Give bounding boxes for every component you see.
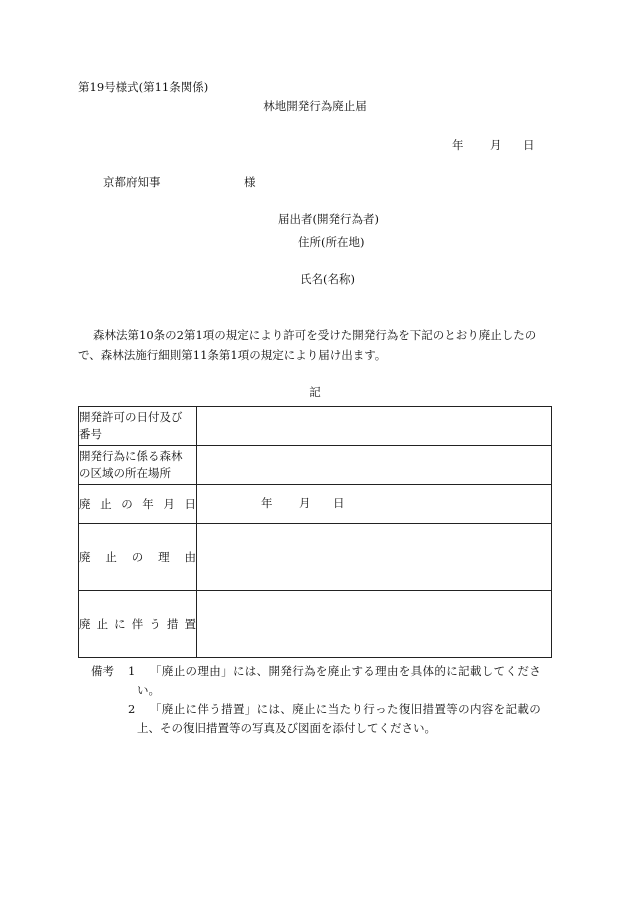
body-text-line-2: で、森林法施行細則第11条第1項の規定により届け出ます。: [78, 348, 387, 362]
label-line: の区域の所在場所: [79, 466, 171, 480]
note-text: 「廃止に伴う措置」には、廃止に当たり行った復旧措置等の内容を記載の: [150, 702, 542, 716]
label-line: 番号: [79, 427, 102, 441]
row-label-abolition-measures: [79, 591, 197, 658]
permit-date-number-field[interactable]: [197, 407, 552, 446]
form-number: 第19号様式(第11条関係): [78, 80, 209, 94]
note-number: 1: [128, 664, 136, 678]
abolition-measures-field[interactable]: [197, 591, 552, 658]
table-row: [79, 446, 552, 485]
name-label: 氏名(名称): [300, 272, 355, 286]
ki-heading: 記: [309, 385, 321, 399]
forest-location-field[interactable]: [197, 446, 552, 485]
label-line: 廃止に伴う措置: [79, 616, 196, 631]
table-row: [79, 591, 552, 658]
note-text: 「廃止の理由」には、開発行為を廃止する理由を具体的に記載してくださ: [150, 664, 542, 678]
note-text: 上、その復旧措置等の写真及び図面を添付してください。: [137, 721, 436, 735]
address-label: 住所(所在地): [298, 235, 365, 249]
label-line: 開発行為に係る森林: [79, 449, 183, 464]
row-label-forest-location: [79, 446, 197, 485]
row-label-permit-date-number: [79, 407, 197, 446]
row-label-abolition-reason: [79, 524, 197, 591]
table-row: [79, 485, 552, 524]
recipient-name: 京都府知事: [103, 175, 161, 189]
abolition-date-day: 日: [333, 496, 345, 510]
table-row: [79, 524, 552, 591]
note-text: い。: [137, 683, 160, 697]
label-line: 開発許可の日付及び: [79, 410, 183, 425]
abolition-reason-field[interactable]: [197, 524, 552, 591]
abolition-date-year: 年: [261, 496, 273, 510]
applicant-label: 届出者(開発行為者): [278, 212, 379, 226]
body-text-line-1: 森林法第10条の2第1項の規定により許可を受けた開発行為を下記のとおり廃止したの: [93, 328, 537, 342]
label-line: 廃 止 の 理 由: [79, 549, 196, 564]
note-number: 2: [128, 702, 136, 716]
submission-date-day: 日: [523, 138, 535, 152]
submission-date-year: 年: [452, 138, 464, 152]
abolition-date-month: 月: [299, 496, 311, 510]
table-row: [79, 407, 552, 446]
row-label-abolition-date: [79, 485, 197, 524]
notes-label: 備考: [91, 664, 114, 678]
abolition-date-field[interactable]: [197, 485, 552, 524]
recipient-honorific: 様: [244, 175, 256, 189]
label-line: 廃 止 の 年 月 日: [79, 496, 196, 511]
submission-date-month: 月: [490, 138, 502, 152]
form-title: 林地開発行為廃止届: [263, 99, 367, 113]
form-table: [78, 406, 552, 658]
